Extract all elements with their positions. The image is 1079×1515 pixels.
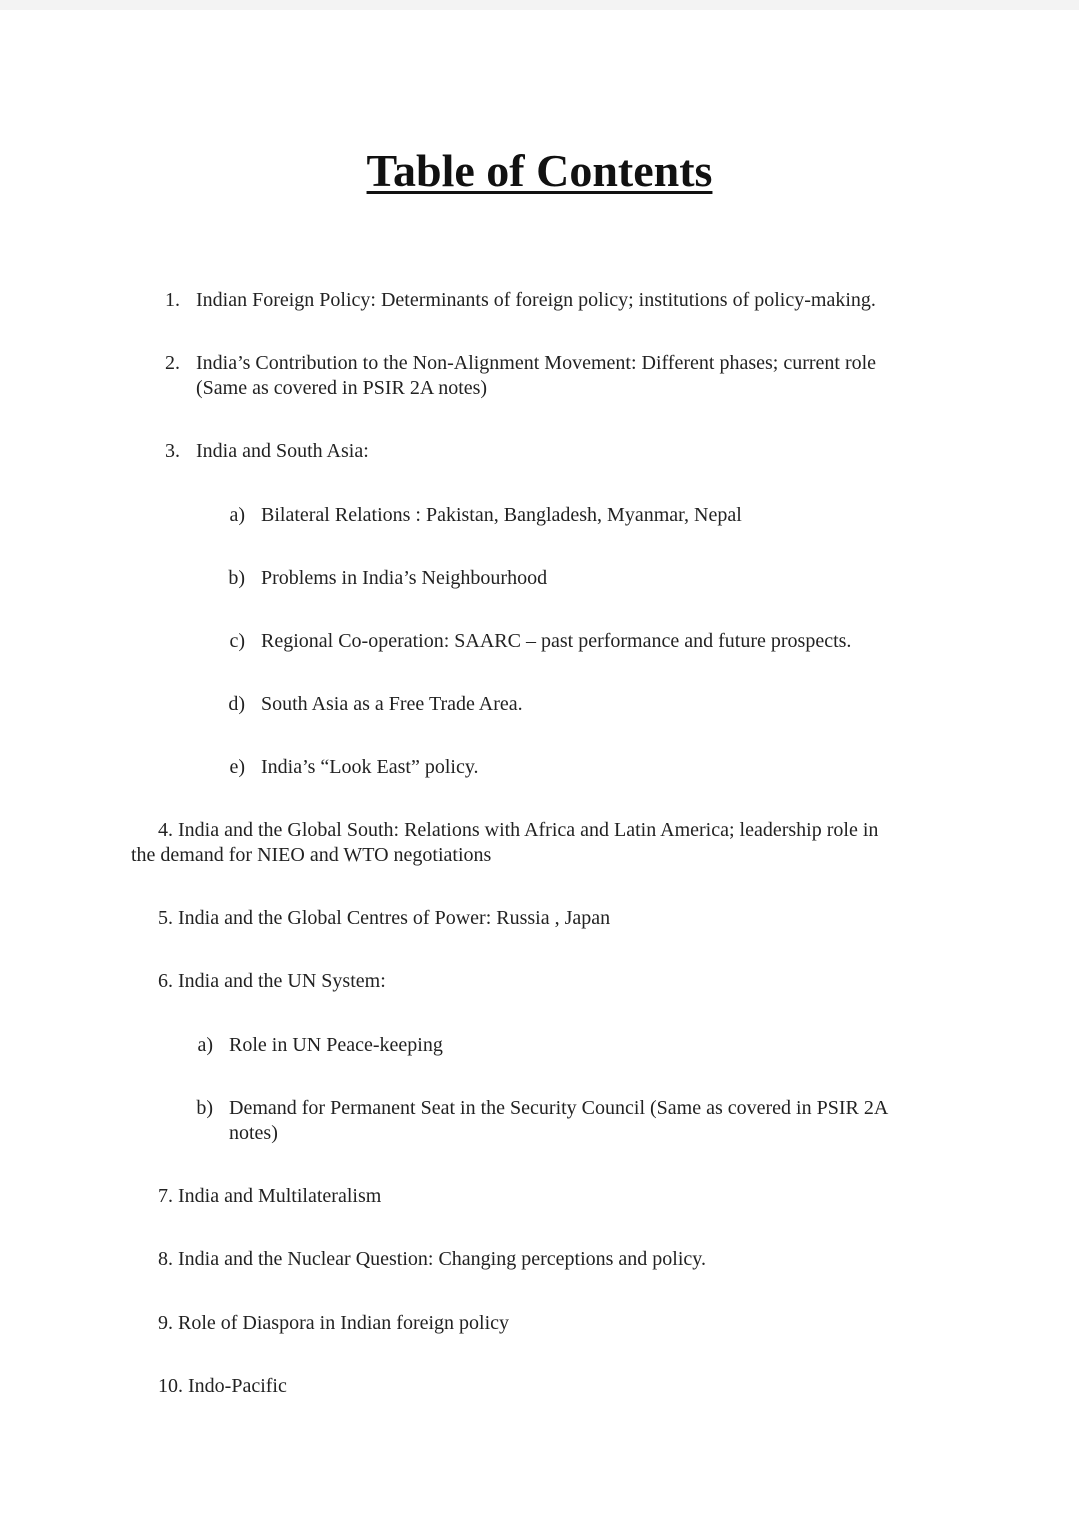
toc-subitem-3c [0, 629, 1079, 654]
toc-item-2-text-line2: (Same as covered in PSIR 2A notes) [196, 377, 488, 399]
toc-item-5-text: 5. India and the Global Centres of Power: Russia , Japan [158, 907, 611, 929]
page-title-text: Table of Contents [366, 145, 713, 196]
toc-subitem-6b-letter: b) [196, 1097, 213, 1119]
document-page [0, 10, 1079, 1515]
toc-subitem-3c-text: Regional Co-operation: SAARC – past performance and future prospects. [261, 630, 852, 652]
toc-item-9 [0, 1311, 1079, 1336]
toc-item-9-text: 9. Role of Diaspora in Indian foreign policy [158, 1312, 510, 1334]
toc-item-2-number: 2. [165, 352, 180, 374]
toc-subitem-3a-letter: a) [229, 504, 245, 526]
toc-item-1-text: Indian Foreign Policy: Determinants of foreign policy; institutions of policy-making. [196, 289, 876, 311]
toc-subitem-6a-letter: a) [197, 1034, 213, 1056]
toc-item-1 [0, 288, 1079, 313]
toc-subitem-3b-letter: b) [228, 567, 245, 589]
toc-item-10 [0, 1374, 1079, 1399]
toc-item-8 [0, 1247, 1079, 1272]
toc-subitem-3e-text: India’s “Look East” policy. [261, 756, 479, 778]
toc-subitem-3b [0, 566, 1079, 591]
toc-item-4 [0, 818, 1079, 868]
toc-item-4-text-line2: the demand for NIEO and WTO negotiations [131, 844, 492, 866]
toc-item-3 [0, 439, 1079, 464]
toc-item-6 [0, 969, 1079, 994]
toc-subitem-3b-text: Problems in India’s Neighbourhood [261, 567, 548, 589]
toc-item-4-text-line1: 4. India and the Global South: Relations with Africa and Latin America; leadership role in [158, 819, 879, 841]
toc-item-2-text-line1: India’s Contribution to the Non-Alignment Movement: Different phases; current role [196, 352, 877, 374]
toc-item-7 [0, 1184, 1079, 1209]
toc-subitem-3e [0, 755, 1079, 780]
toc-subitem-3a [0, 503, 1079, 528]
toc-subitem-6a [0, 1033, 1079, 1058]
toc-item-10-text: 10. Indo-Pacific [158, 1375, 287, 1397]
toc-subitem-6b-text-line1: Demand for Permanent Seat in the Security Council (Same as covered in PSIR 2A [229, 1097, 889, 1119]
toc-item-7-text: 7. India and Multilateralism [158, 1185, 382, 1207]
top-toolbar-strip [0, 0, 1079, 10]
toc-item-3-text: India and South Asia: [196, 440, 369, 462]
toc-subitem-3e-letter: e) [229, 756, 245, 778]
toc-item-8-text: 8. India and the Nuclear Question: Changing perceptions and policy. [158, 1248, 706, 1270]
toc-subitem-6b [0, 1096, 1079, 1146]
toc-subitem-6a-text: Role in UN Peace-keeping [229, 1034, 443, 1056]
toc-item-3-number: 3. [165, 440, 180, 462]
toc-item-1-number: 1. [165, 289, 180, 311]
toc-subitem-3d-letter: d) [228, 693, 245, 715]
toc-item-2 [0, 351, 1079, 401]
toc-subitem-3d-text: South Asia as a Free Trade Area. [261, 693, 523, 715]
toc-subitem-3d [0, 692, 1079, 717]
toc-subitem-3a-text: Bilateral Relations : Pakistan, Bangladesh, Myanmar, Nepal [261, 504, 742, 526]
toc-item-6-text: 6. India and the UN System: [158, 970, 386, 992]
toc-subitem-3c-letter: c) [229, 630, 245, 652]
toc-subitem-6b-text-line2: notes) [229, 1122, 278, 1144]
toc-item-5 [0, 906, 1079, 931]
page-title [0, 145, 1079, 197]
